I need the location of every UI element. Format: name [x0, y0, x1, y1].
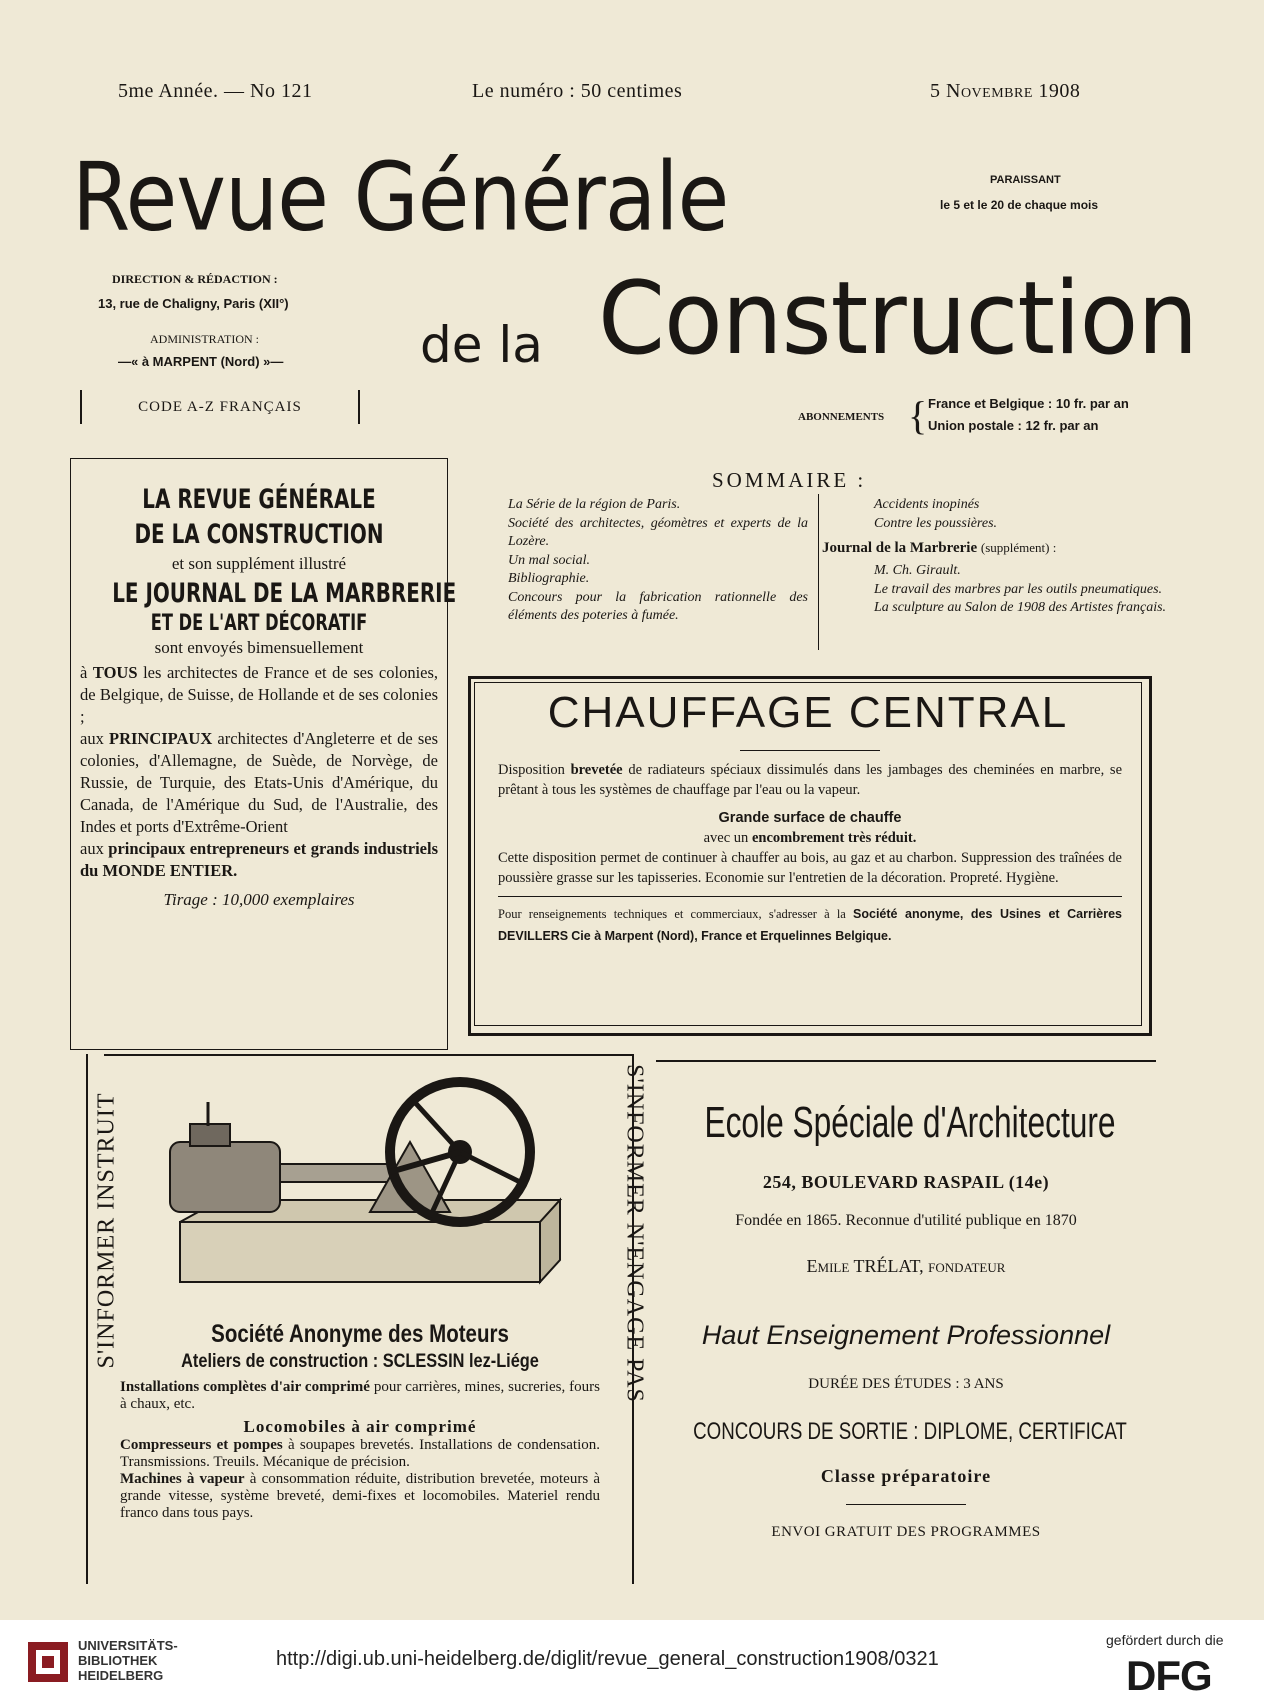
masthead-de-la: de la [420, 316, 543, 374]
issue-price: Le numéro : 50 centimes [472, 80, 683, 102]
chauffage-para-1: Disposition brevetée de radiateurs spéciaux dissimulés dans les jambages des cheminées en marbre, se prêtant à tous les systèmes de chauffage par l'eau ou la vapeur. [498, 762, 1123, 798]
chauffage-subtitle-2: avec un encombrement très réduit. [703, 830, 917, 846]
sommaire-left-column [508, 496, 808, 626]
masthead-title-line2: Construction [598, 259, 1198, 378]
sommaire-left-item: Concours pour la fabrication rationnelle des éléments des poteries à fumée. [508, 589, 808, 623]
code-label: CODE A-Z FRANÇAIS [138, 399, 302, 415]
moteurs-company: Société Anonyme des Moteurs [211, 1320, 509, 1348]
ecole-address: 254, BOULEVARD RASPAIL (14e) [762, 1172, 1050, 1192]
revue-tirage: Tirage : 10,000 exemplaires [163, 890, 355, 909]
moteurs-content [120, 1320, 600, 1522]
ecole-concours: CONCOURS DE SORTIE : DIPLOME, CERTIFICAT [693, 1418, 1127, 1445]
sommaire-divider [818, 494, 819, 650]
revue-heading-1: LA REVUE GÉNÉRALE [142, 484, 376, 515]
vertical-right-text: S'INFORMER N'ENGAGE PAS [621, 1064, 648, 1403]
moteurs-compresseurs: Compresseurs et pompes à soupapes brevetés. Installations de condensation. Transmissions. Treuils. Mécanique de précision. [120, 1437, 601, 1470]
abonnement-union: Union postale : 12 fr. par an [928, 418, 1099, 433]
digitization-footer [0, 1620, 1264, 1704]
revue-para-2: aux PRINCIPAUX architectes d'Angleterre et de ses colonies, d'Allemagne, de Suède, de Norvège, de Russie, de Turquie, des Etats-Unis d'Amérique, du Canada, de l'Amérique du Sud, de l'Australie, des Indes et ports d'Extrême-Orient [80, 729, 438, 836]
funded-by: gefördert durch die [1106, 1632, 1224, 1648]
administration-address: —« à MARPENT (Nord) »— [118, 354, 284, 369]
revue-sent: sont envoyés bimensuellement [154, 638, 364, 657]
masthead-title-line1: Revue Générale [72, 142, 729, 252]
revue-heading-4: ET DE L'ART DÉCORATIF [150, 611, 368, 636]
abonnement-france: France et Belgique : 10 fr. par an [928, 396, 1129, 411]
steam-engine-illustration [160, 1072, 580, 1302]
year-issue: 5me Année. — No 121 [118, 80, 313, 102]
vertical-left-text: S'INFORMER INSTRUIT [93, 1092, 120, 1369]
sommaire-right-item: Le travail des marbres par les outils pneumatiques. [874, 581, 1163, 597]
moteurs-left-rule [86, 1054, 88, 1584]
chauffage-ornament [740, 750, 880, 751]
sommaire-right-item: La sculpture au Salon de 1908 des Artistes français. [874, 600, 1167, 615]
sommaire-left-item: Un mal social. [508, 552, 591, 568]
administration-label: ADMINISTRATION : [150, 332, 259, 346]
sommaire-right-item: Accidents inopinés [874, 497, 980, 512]
sommaire-journal: Journal de la Marbrerie (supplément) : [822, 540, 1057, 556]
direction-address: 13, rue de Chaligny, Paris (XII°) [98, 296, 289, 311]
code-box [80, 390, 360, 424]
permalink-url[interactable]: http://digi.ub.uni-heidelberg.de/diglit/revue_general_construction1908/0321 [276, 1648, 939, 1670]
chauffage-content [498, 760, 1122, 947]
revue-heading-3: LE JOURNAL DE LA MARBRERIE [112, 578, 457, 609]
parution-label: PARAISSANT [990, 174, 1061, 186]
chauffage-subtitle-1: Grande surface de chauffe [718, 810, 902, 826]
chauffage-para-3: Pour renseignements techniques et commerciaux, s'adresser à la Société anonyme, des Usines et Carrières DEVILLERS Cie à Marpent (Nord), France et Erquelinnes Belgique. [498, 907, 1122, 943]
chauffage-para-2: Cette disposition permet de continuer à chauffer au bois, au gaz et au charbon. Suppression des traînées de poussière grasse sur les tapisseries. Economie sur l'entretien de la décoration. Propreté. Hygiène. [498, 850, 1122, 886]
university-library-logo-icon [26, 1640, 70, 1684]
library-name: UNIVERSITÄTS- BIBLIOTHEK HEIDELBERG [78, 1638, 178, 1683]
sommaire-left-item: La Série de la région de Paris. [508, 497, 681, 512]
abonnements-label: ABONNEMENTS [798, 411, 885, 423]
ecole-envoi: ENVOI GRATUIT DES PROGRAMMES [771, 1524, 1041, 1540]
sommaire-right-top [874, 496, 997, 533]
sommaire-left-item: Société des architectes, géomètres et experts de la Lozère. [508, 515, 808, 549]
sommaire-title: SOMMAIRE : [712, 468, 867, 492]
revue-para-1: à TOUS les architectes de France et de ses colonies, de Belgique, de Suisse, de Hollande et de ses colonies ; [80, 663, 439, 726]
moteurs-top-rule [104, 1054, 632, 1056]
revue-and-text: et son supplément illustré [171, 554, 347, 573]
moteurs-machines: Machines à vapeur à consommation réduite, distribution brevetée, moteurs à grande vitesse, système breveté, demi-fixes et locomobiles. Materiel rendu franco dans tous pays. [120, 1471, 601, 1521]
revue-heading-2: DE LA CONSTRUCTION [134, 519, 384, 550]
chauffage-inner-rule [498, 896, 1122, 897]
sommaire-right-item: M. Ch. Girault. [874, 563, 961, 578]
moteurs-locomobiles: Locomobiles à air comprimé [243, 1417, 477, 1436]
sommaire-left-item: Bibliographie. [508, 571, 590, 586]
ecole-classe: Classe préparatoire [820, 1466, 992, 1486]
ecole-top-rule [656, 1060, 1156, 1062]
ecole-divider [846, 1504, 966, 1505]
abonnements-brace: { [908, 393, 928, 438]
moteurs-installations: Installations complètes d'air comprimé pour carrières, mines, sucreries, fours à chaux, etc. [120, 1379, 600, 1412]
revue-para-3: aux principaux entrepreneurs et grands industriels du MONDE ENTIER. [80, 839, 438, 880]
ecole-title: Ecole Spéciale d'Architecture [704, 1098, 1116, 1147]
sommaire-right-item: Contre les poussières. [874, 515, 998, 531]
ecole-founder: Emile TRÉLAT, fondateur [806, 1256, 1006, 1276]
parution-text: le 5 et le 20 de chaque mois [940, 198, 1099, 212]
direction-label: DIRECTION & RÉDACTION : [112, 272, 278, 286]
moteurs-ateliers: Ateliers de construction : SCLESSIN lez-Liége [181, 1351, 539, 1372]
revue-info-content [80, 484, 457, 910]
ecole-founded: Fondée en 1865. Reconnue d'utilité publique en 1870 [735, 1212, 1077, 1229]
sommaire-right-bottom [874, 562, 1174, 618]
ecole-haut-enseignement: Haut Enseignement Professionnel [701, 1320, 1111, 1350]
issue-date: 5 Novembre 1908 [930, 80, 1081, 102]
ecole-duree: DURÉE DES ÉTUDES : 3 ANS [808, 1376, 1004, 1392]
dfg-logo: DFG [1126, 1652, 1212, 1699]
chauffage-title: CHAUFFAGE CENTRAL [547, 688, 1069, 737]
